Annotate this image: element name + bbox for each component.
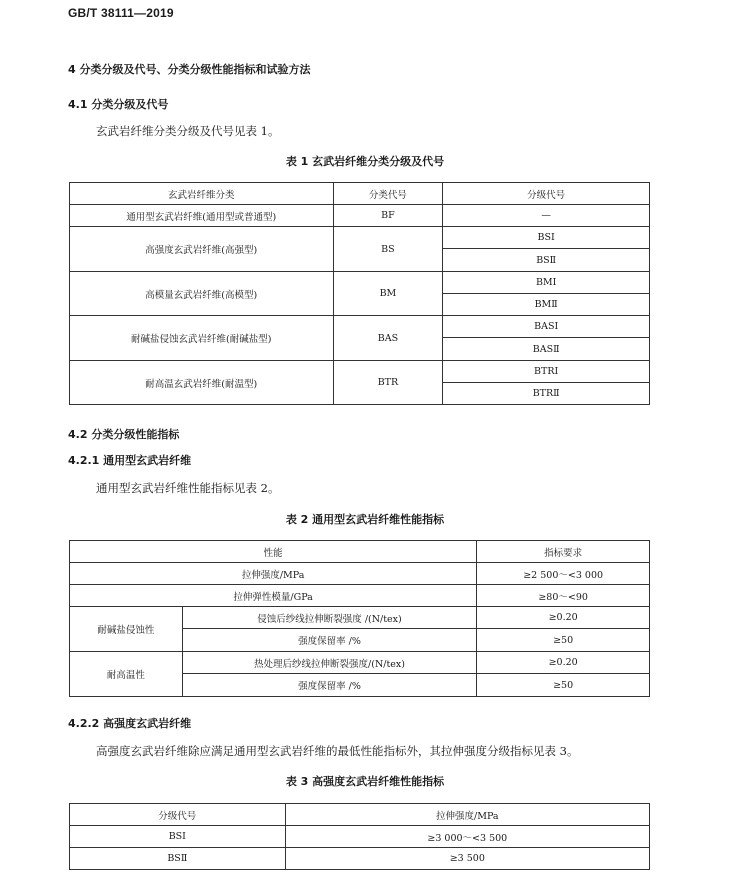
table-row xyxy=(70,848,650,870)
group-label-cell: 耐高温性 xyxy=(70,652,183,697)
table-row xyxy=(70,316,650,338)
property-cell: 热处理后纱线拉伸断裂强度/(N/tex) xyxy=(182,652,476,674)
table-3-header-row xyxy=(70,804,650,826)
requirement-cell: ≥50 xyxy=(477,674,650,697)
table-2-header-property: 性能 xyxy=(70,541,477,563)
table-3-header-strength: 拉伸强度/MPa xyxy=(285,804,649,826)
section-4-2-1-text: 通用型玄武岩纤维性能指标见表 2。 xyxy=(96,481,280,495)
requirement-cell: ≥0.20 xyxy=(477,607,650,629)
category-cell: 高强度玄武岩纤维(高强型) xyxy=(70,227,334,272)
table-3-caption: 表 3 高强度玄武岩纤维性能指标 xyxy=(285,775,445,788)
table-2 xyxy=(69,540,650,697)
table-1-header-code: 分类代号 xyxy=(333,183,443,205)
grade-cell: — xyxy=(443,205,650,227)
table-1-header-category: 玄武岩纤维分类 xyxy=(70,183,334,205)
table-row xyxy=(70,227,650,249)
grade-cell: BSⅠ xyxy=(70,826,286,848)
grade-cell: BTRⅠ xyxy=(443,361,650,383)
property-cell: 强度保留率 /% xyxy=(182,674,476,697)
section-4-2-2-heading: 4.2.2 高强度玄武岩纤维 xyxy=(68,717,192,730)
property-cell: 强度保留率 /% xyxy=(182,629,476,652)
section-4-2-1-heading: 4.2.1 通用型玄武岩纤维 xyxy=(68,454,192,467)
requirement-cell: ≥2 500～<3 000 xyxy=(477,563,650,585)
table-row xyxy=(70,205,650,227)
property-cell: 侵蚀后纱线拉伸断裂强度 /(N/tex) xyxy=(182,607,476,629)
requirement-cell: ≥50 xyxy=(477,629,650,652)
table-1 xyxy=(69,182,650,405)
grade-cell: BMⅡ xyxy=(443,294,650,316)
grade-cell: BSⅠ xyxy=(443,227,650,249)
standard-code: GB/T 38111—2019 xyxy=(68,6,174,20)
table-3-header-grade: 分级代号 xyxy=(70,804,286,826)
table-2-caption: 表 2 通用型玄武岩纤维性能指标 xyxy=(285,513,445,526)
requirement-cell: ≥80～<90 xyxy=(477,585,650,607)
table-1-header-grade: 分级代号 xyxy=(443,183,650,205)
table-1-caption: 表 1 玄武岩纤维分类分级及代号 xyxy=(285,155,445,168)
grade-cell: BMⅠ xyxy=(443,272,650,294)
table-row xyxy=(70,652,650,674)
table-row xyxy=(70,826,650,848)
group-label-cell: 耐碱盐侵蚀性 xyxy=(70,607,183,652)
grade-cell: BTRⅡ xyxy=(443,383,650,405)
table-3 xyxy=(69,803,650,870)
category-cell: 高模量玄武岩纤维(高模型) xyxy=(70,272,334,316)
grade-cell: BASⅠ xyxy=(443,316,650,338)
section-4-heading: 4 分类分级及代号、分类分级性能指标和试验方法 xyxy=(68,63,311,76)
section-4-1-text: 玄武岩纤维分类分级及代号见表 1。 xyxy=(96,124,280,138)
property-cell: 拉伸弹性模量/GPa xyxy=(70,585,477,607)
strength-cell: ≥3 000～<3 500 xyxy=(285,826,649,848)
strength-cell: ≥3 500 xyxy=(285,848,649,870)
table-1-header-row xyxy=(70,183,650,205)
code-cell: BS xyxy=(333,227,443,272)
table-row xyxy=(70,585,650,607)
section-4-2-heading: 4.2 分类分级性能指标 xyxy=(68,428,180,441)
requirement-cell: ≥0.20 xyxy=(477,652,650,674)
category-cell: 耐碱盐侵蚀玄武岩纤维(耐碱盐型) xyxy=(70,316,334,361)
category-cell: 通用型玄武岩纤维(通用型或普通型) xyxy=(70,205,334,227)
code-cell: BTR xyxy=(333,361,443,405)
grade-cell: BASⅡ xyxy=(443,338,650,361)
table-row xyxy=(70,607,650,629)
grade-cell: BSⅡ xyxy=(70,848,286,870)
grade-cell: BSⅡ xyxy=(443,249,650,272)
category-cell: 耐高温玄武岩纤维(耐温型) xyxy=(70,361,334,405)
table-row xyxy=(70,361,650,383)
code-cell: BM xyxy=(333,272,443,316)
table-row xyxy=(70,272,650,294)
code-cell: BF xyxy=(333,205,443,227)
code-cell: BAS xyxy=(333,316,443,361)
table-2-header-requirement: 指标要求 xyxy=(477,541,650,563)
table-2-header-row xyxy=(70,541,650,563)
table-row xyxy=(70,563,650,585)
property-cell: 拉伸强度/MPa xyxy=(70,563,477,585)
section-4-2-2-text: 高强度玄武岩纤维除应满足通用型玄武岩纤维的最低性能指标外，其拉伸强度分级指标见表 3。 xyxy=(96,744,579,758)
section-4-1-heading: 4.1 分类分级及代号 xyxy=(68,98,169,111)
